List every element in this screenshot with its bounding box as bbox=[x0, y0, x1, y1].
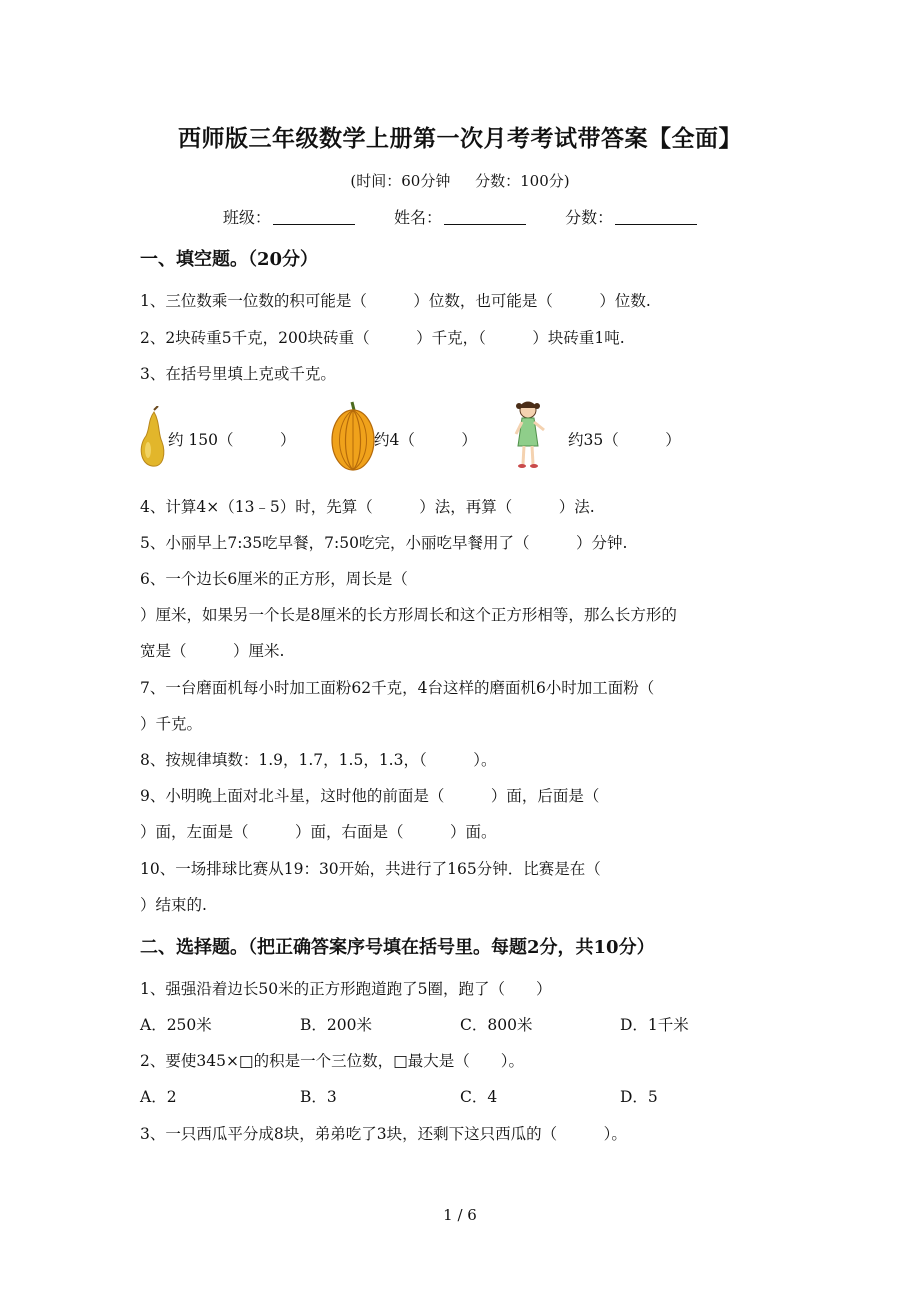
question-line: ）结束的. bbox=[140, 896, 207, 914]
question-line: 4、计算4×（13﹣5）时，先算（ ）法，再算（ ）法. bbox=[140, 498, 595, 516]
pear-icon bbox=[136, 406, 168, 468]
class-label: 班级： bbox=[222, 208, 271, 227]
section-heading-choice: 二、选择题。（把正确答案序号填在括号里。每题2分，共10分） bbox=[140, 937, 655, 958]
girl-label: 约35（ ） bbox=[568, 431, 681, 449]
question-line: ）千克。 bbox=[140, 715, 203, 733]
score-label: 分数： bbox=[565, 208, 614, 227]
question-line: 1、强强沿着边长50米的正方形跑道跑了5圈，跑了（ ） bbox=[140, 980, 552, 998]
class-field bbox=[223, 205, 355, 228]
question-line: 10、一场排球比赛从19：30开始，共进行了165分钟．比赛是在（ bbox=[140, 860, 601, 878]
option-a: A．250米 bbox=[140, 1016, 212, 1034]
option-c: C．800米 bbox=[460, 1016, 533, 1034]
section-heading-fill-blank: 一、填空题。（20分） bbox=[140, 249, 319, 270]
name-blank bbox=[444, 208, 526, 225]
question-line: 宽是（ ）厘米. bbox=[140, 642, 285, 660]
question-line: 2、2块砖重5千克，200块砖重（ ）千克，（ ）块砖重1吨. bbox=[140, 329, 625, 347]
question-line: 5、小丽早上7:35吃早餐，7:50吃完，小丽吃早餐用了（ ）分钟. bbox=[140, 534, 628, 552]
score-info: 分数：100分) bbox=[475, 172, 570, 190]
pumpkin-label: 约4（ ） bbox=[374, 431, 477, 449]
time-info: (时间：60分钟 bbox=[350, 172, 451, 190]
score-field bbox=[565, 205, 697, 228]
page-title: 西师版三年级数学上册第一次月考考试带答案【全面】 bbox=[178, 125, 742, 152]
student-info-row bbox=[0, 205, 920, 228]
option-b: B．3 bbox=[300, 1088, 337, 1106]
question-line: 1、三位数乘一位数的积可能是（ ）位数，也可能是（ ）位数. bbox=[140, 292, 651, 310]
pumpkin-icon bbox=[330, 400, 376, 472]
score-blank bbox=[615, 208, 697, 225]
weight-pictures-row bbox=[136, 400, 816, 480]
pear-label: 约 150（ ） bbox=[168, 431, 296, 449]
question-line: 3、一只西瓜平分成8块，弟弟吃了3块，还剩下这只西瓜的（ ）。 bbox=[140, 1125, 627, 1143]
option-a: A．2 bbox=[140, 1088, 177, 1106]
question-line: 6、一个边长6厘米的正方形，周长是（ bbox=[140, 570, 408, 588]
girl-icon bbox=[510, 400, 550, 472]
question-line: 8、按规律填数：1.9，1.7，1.5，1.3，（ ）。 bbox=[140, 751, 497, 769]
name-field bbox=[394, 205, 526, 228]
question-line: 3、在括号里填上克或千克。 bbox=[140, 365, 336, 383]
question-line: ）厘米，如果另一个长是8厘米的长方形周长和这个正方形相等，那么长方形的 bbox=[140, 606, 677, 624]
page-number: 1 / 6 bbox=[443, 1206, 477, 1224]
question-line: 7、一台磨面机每小时加工面粉62千克，4台这样的磨面机6小时加工面粉（ bbox=[140, 679, 655, 697]
option-c: C．4 bbox=[460, 1088, 498, 1106]
class-blank bbox=[273, 208, 355, 225]
question-line: 2、要使345×□的积是一个三位数，□最大是（ ）。 bbox=[140, 1052, 524, 1070]
name-label: 姓名： bbox=[393, 208, 442, 227]
exam-subtitle bbox=[0, 170, 920, 191]
option-b: B．200米 bbox=[300, 1016, 372, 1034]
question-line: 9、小明晚上面对北斗星，这时他的前面是（ ）面，后面是（ bbox=[140, 787, 600, 805]
option-d: D．5 bbox=[620, 1088, 658, 1106]
option-d: D．1千米 bbox=[620, 1016, 689, 1034]
question-line: ）面，左面是（ ）面，右面是（ ）面。 bbox=[140, 823, 497, 841]
